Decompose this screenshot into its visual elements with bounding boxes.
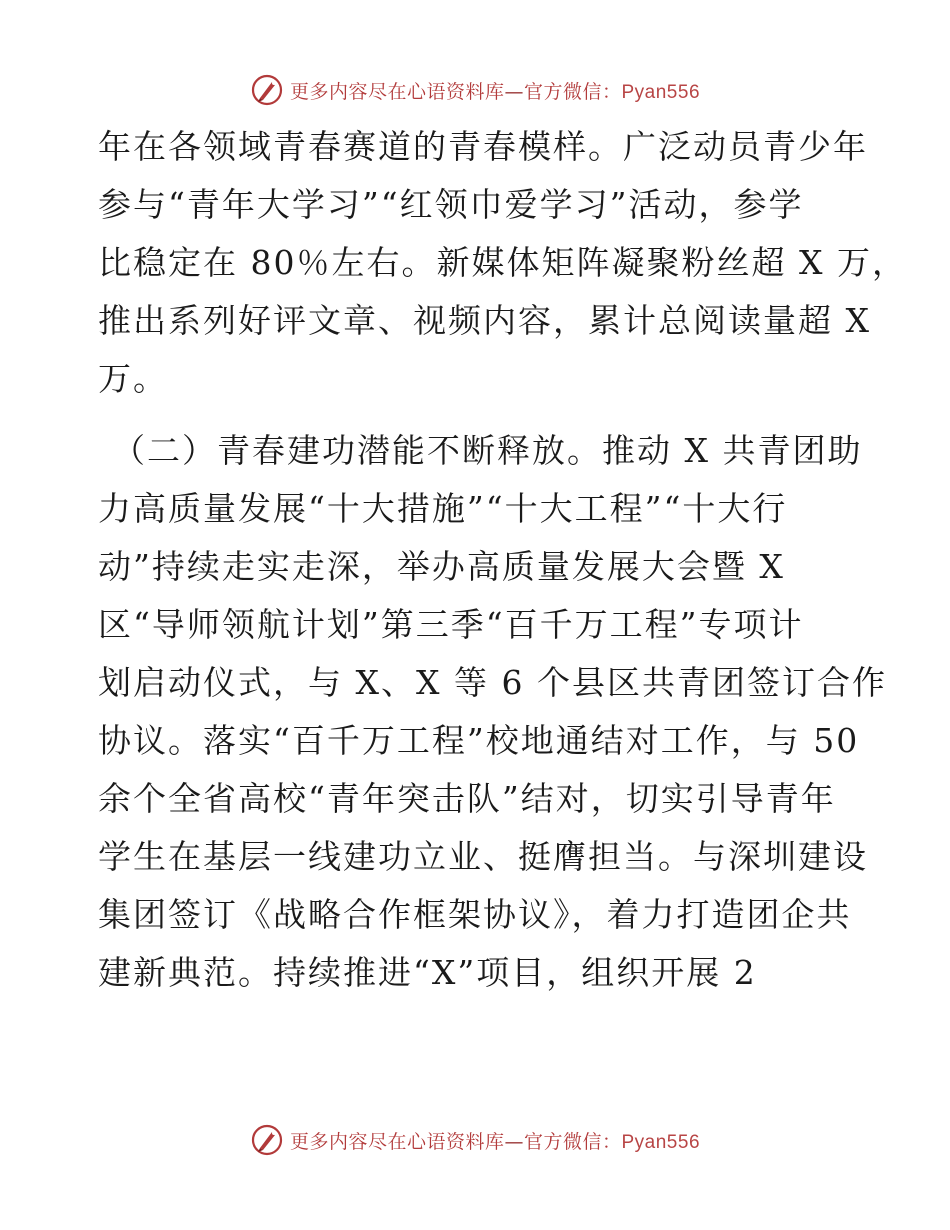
paragraph-1	[98, 118, 907, 408]
text-line: 集团签订《战略合作框架协议》，着力打造团企共	[98, 895, 852, 934]
text-line: 区“导师领航计划”第三季“百千万工程”专项计	[98, 605, 804, 644]
section-heading-line: （二）青春建功潜能不断释放。推动 X 共青团助	[112, 431, 863, 470]
watermark-dash: —	[504, 1130, 524, 1153]
text-line: 比稳定在 80％左右。新媒体矩阵凝聚粉丝超 X 万，	[98, 243, 907, 282]
watermark-slogan: 更多内容尽在心语资料库	[289, 80, 505, 103]
watermark-dash: —	[504, 80, 524, 103]
text-line: 划启动仪式，与 X、X 等 6 个县区共青团签订合作	[98, 663, 887, 702]
watermark-official: 官方微信：	[523, 1130, 622, 1153]
watermark-official: 官方微信：	[523, 80, 622, 103]
watermark-contact: Pyan556	[621, 1131, 701, 1153]
text-line: 万。	[98, 359, 168, 398]
paragraph-2	[98, 422, 887, 1002]
watermark-slogan: 更多内容尽在心语资料库	[289, 1130, 505, 1153]
watermark-footer	[0, 1120, 950, 1160]
text-line: 动”持续走实走深，举办高质量发展大会暨 X	[98, 547, 785, 586]
text-line: 余个全省高校“青年突击队”结对，切实引导青年	[98, 779, 836, 818]
document-body	[98, 118, 907, 1002]
text-line: 力高质量发展“十大措施”“十大工程”“十大行	[98, 489, 788, 528]
text-line: 推出系列好评文章、视频内容，累计总阅读量超 X	[98, 301, 871, 340]
watermark-text	[290, 1127, 700, 1154]
text-line: 学生在基层一线建功立业、挺膺担当。与深圳建设	[98, 837, 868, 876]
text-line: 参与“青年大学习”“红领巾爱学习”活动，参学	[98, 185, 804, 224]
pen-logo-icon	[250, 73, 284, 107]
text-line: 建新典范。持续推进“X”项目，组织开展 2	[98, 953, 757, 992]
watermark-header	[0, 70, 950, 110]
text-line: 年在各领域青春赛道的青春模样。广泛动员青少年	[98, 127, 868, 166]
watermark-text	[290, 77, 700, 104]
watermark-contact: Pyan556	[621, 81, 701, 103]
pen-logo-icon	[250, 1123, 284, 1157]
text-line: 协议。落实“百千万工程”校地通结对工作，与 50	[98, 721, 860, 760]
